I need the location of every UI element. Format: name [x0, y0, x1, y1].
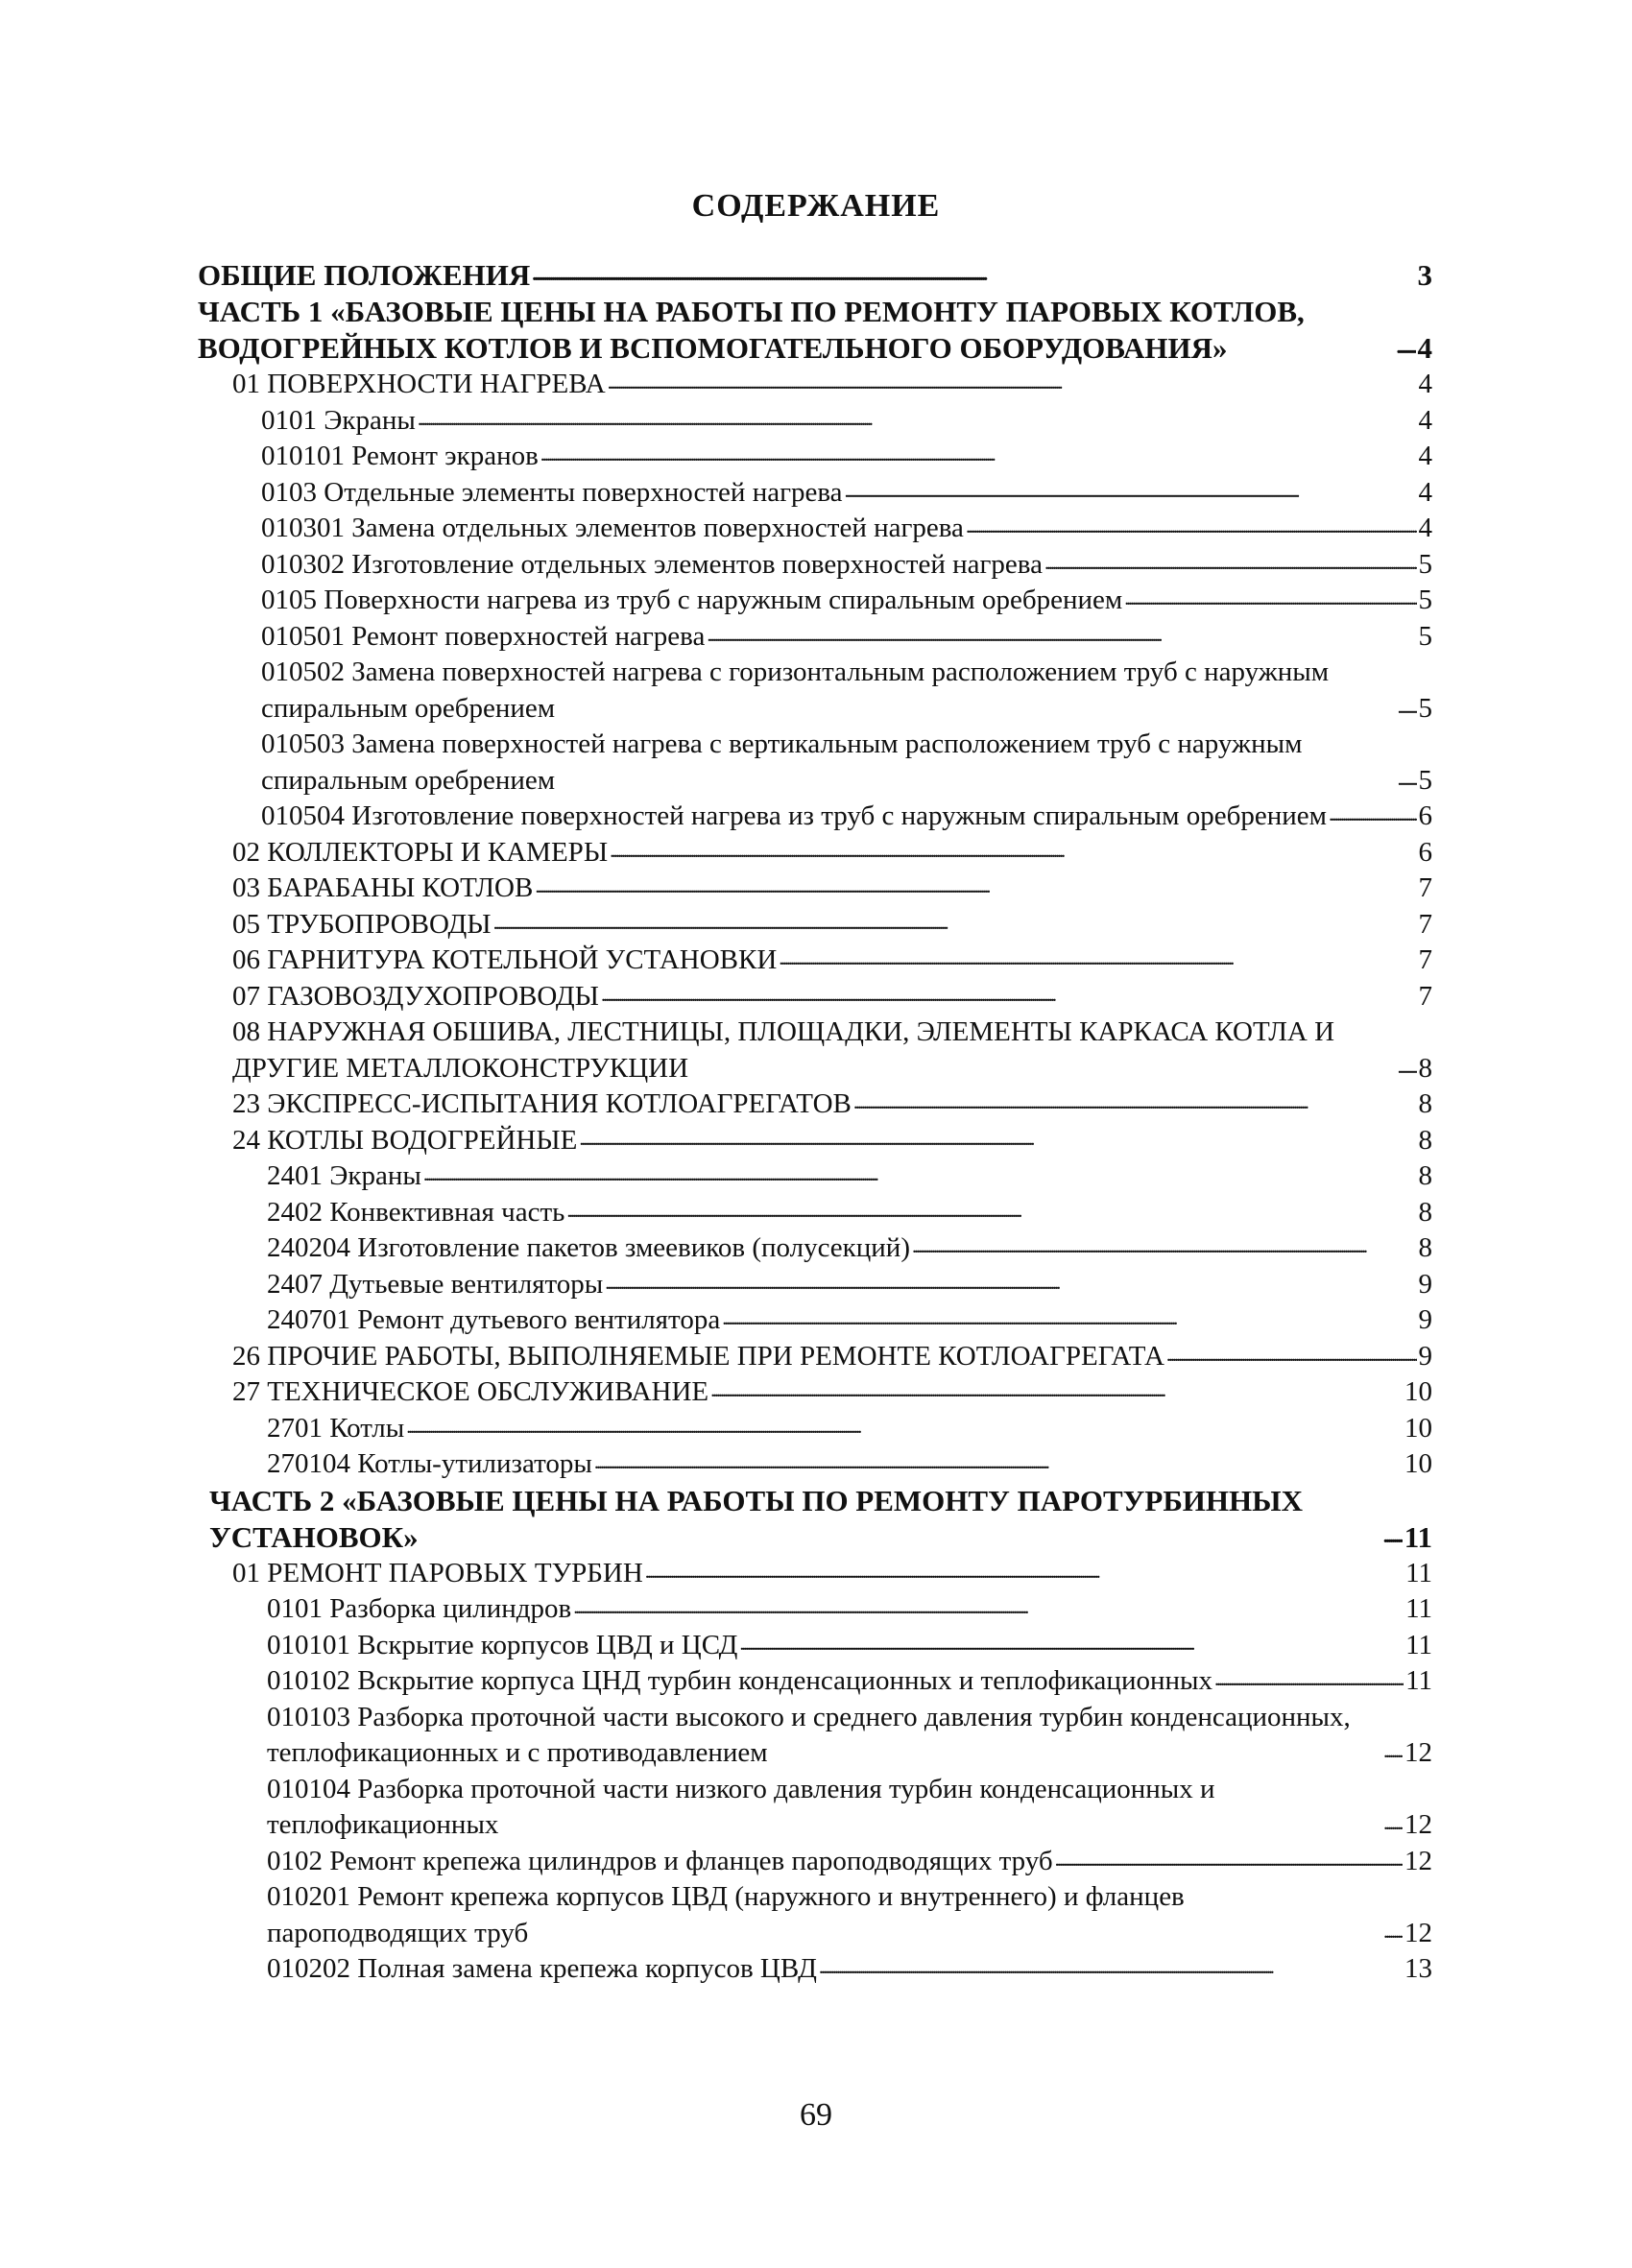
toc-entry[interactable]: [198, 871, 1432, 907]
toc-entry-page: 8: [1418, 1232, 1432, 1263]
toc-entry[interactable]: [198, 1483, 1432, 1556]
toc-entry[interactable]: [198, 257, 1432, 294]
toc-entry-title: 2701 Котлы: [267, 1412, 405, 1444]
toc-entry-title: 010503 Замена поверхностей нагрева с вертикальным расположением труб с наружным спиральным оребрением: [261, 728, 1303, 796]
toc-entry[interactable]: [198, 1302, 1432, 1339]
toc-entry-page: 4: [1417, 331, 1432, 365]
toc-entry-title: 010501 Ремонт поверхностей нагрева: [261, 620, 706, 652]
toc-entry-title: 270104 Котлы-утилизаторы: [267, 1448, 592, 1479]
dot-leader: [1124, 585, 1416, 614]
toc-entry-page: 6: [1418, 800, 1432, 831]
toc-entry-page: 4: [1418, 441, 1432, 471]
toc-entry[interactable]: [198, 475, 1432, 512]
toc-entry-title: 02 КОЛЛЕКТОРЫ И КАМЕРЫ: [232, 836, 609, 868]
toc-entry-title: 010202 Полная замена крепежа корпусов ЦВД: [267, 1953, 817, 1984]
toc-entry-title: 0105 Поверхности нагрева из труб с наружным спиральным оребрением: [261, 585, 1123, 615]
toc-entry[interactable]: [198, 943, 1432, 979]
dot-leader: [722, 1305, 1416, 1334]
toc-entry-page: 11: [1405, 1629, 1432, 1660]
table-of-contents: [198, 257, 1432, 1988]
dot-leader: [423, 1161, 1417, 1190]
dot-leader: [645, 1558, 1404, 1587]
toc-entry-title: 23 ЭКСПРЕСС-ИСПЫТАНИЯ КОТЛОАГРЕГАТОВ: [232, 1088, 852, 1119]
dot-leader: [579, 1125, 1416, 1154]
toc-entry-page: 11: [1404, 1519, 1432, 1554]
dot-leader: [1055, 1846, 1403, 1874]
toc-entry-title: 010201 Ремонт крепежа корпусов ЦВД (наружного и внутреннего) и фланцев пароподводящих труб: [267, 1881, 1185, 1948]
dot-leader: [1383, 1810, 1403, 1839]
toc-entry[interactable]: [198, 439, 1432, 475]
dot-leader: [535, 873, 1416, 902]
toc-entry-page: 8: [1418, 1160, 1432, 1191]
toc-entry[interactable]: [198, 367, 1432, 403]
toc-entry-page: 8: [1418, 1124, 1432, 1156]
toc-entry-page: 8: [1418, 1088, 1432, 1119]
toc-entry-page: 10: [1404, 1412, 1432, 1444]
dot-leader: [819, 1954, 1403, 1983]
toc-entry-title: 05 ТРУБОПРОВОДЫ: [232, 908, 492, 940]
toc-entry-page: 5: [1418, 585, 1432, 615]
dot-leader: [1214, 1666, 1404, 1695]
toc-entry[interactable]: [198, 1339, 1432, 1375]
toc-entry-title: 010101 Вскрытие корпусов ЦВД и ЦСД: [267, 1629, 738, 1660]
toc-entry-page: 7: [1418, 908, 1432, 940]
toc-entry-page: 5: [1418, 764, 1432, 796]
dot-leader: [1044, 549, 1417, 578]
toc-entry-title: 2407 Дутьевые вентиляторы: [267, 1268, 604, 1300]
dot-leader: [966, 513, 1417, 542]
toc-entry-title: 0102 Ремонт крепежа цилиндров и фланцев пароподводящих труб: [267, 1845, 1053, 1876]
toc-entry-page: 4: [1418, 404, 1432, 436]
toc-entry[interactable]: [198, 583, 1432, 619]
dot-leader: [418, 405, 1417, 434]
toc-entry-title: ЧАСТЬ 2 «БАЗОВЫЕ ЦЕНЫ НА РАБОТЫ ПО РЕМОНТУ ПАРОТУРБИННЫХ УСТАНОВОК»: [209, 1483, 1303, 1554]
page-title: СОДЕРЖАНИЕ: [691, 188, 941, 224]
dot-leader: [912, 1233, 1417, 1262]
toc-entry-title: 010301 Замена отдельных элементов поверхностей нагрева: [261, 513, 964, 543]
toc-entry-page: 13: [1404, 1953, 1432, 1984]
toc-entry-title: 010104 Разборка проточной части низкого давления турбин конденсационных и теплофикационных: [267, 1773, 1215, 1840]
dot-leader: [601, 981, 1417, 1010]
toc-entry-page: 3: [1417, 258, 1432, 292]
toc-entry-title: 24 КОТЛЫ ВОДОГРЕЙНЫЕ: [232, 1124, 578, 1156]
toc-entry-page: 5: [1418, 692, 1432, 724]
page-number: 69: [800, 2097, 832, 2133]
toc-entry-title: 2402 Конвективная часть: [267, 1196, 565, 1228]
toc-entry[interactable]: [198, 619, 1432, 656]
toc-entry-title: 0101 Экраны: [261, 404, 416, 436]
toc-entry-title: 010102 Вскрытие корпуса ЦНД турбин конденсационных и теплофикационных: [267, 1665, 1212, 1696]
dot-leader: [1166, 1341, 1417, 1370]
dot-leader: [845, 477, 1417, 506]
toc-entry-page: 8: [1418, 1052, 1432, 1084]
toc-entry[interactable]: [198, 1951, 1432, 1988]
toc-entry-title: 08 НАРУЖНАЯ ОБШИВА, ЛЕСТНИЦЫ, ПЛОЩАДКИ, ЭЛЕМЕНТЫ КАРКАСА КОТЛА И ДРУГИЕ МЕТАЛЛОКОНСТРУКЦИИ: [232, 1016, 1335, 1084]
toc-entry-page: 12: [1404, 1809, 1432, 1840]
toc-entry[interactable]: [198, 835, 1432, 871]
toc-entry-title: ЧАСТЬ 1 «БАЗОВЫЕ ЦЕНЫ НА РАБОТЫ ПО РЕМОНТУ ПАРОВЫХ КОТЛОВ, ВОДОГРЕЙНЫХ КОТЛОВ И ВСПОМОГАТЕЛЬНОГО ОБОРУДОВАНИЯ»: [198, 295, 1305, 365]
toc-entry[interactable]: [198, 1374, 1432, 1411]
dot-leader: [1329, 801, 1417, 830]
dot-leader: [1398, 693, 1417, 722]
toc-entry[interactable]: [198, 799, 1432, 835]
toc-entry[interactable]: [198, 1844, 1432, 1880]
toc-entry-title: 010502 Замена поверхностей нагрева с горизонтальным расположением труб с наружным спиральным оребрением: [261, 657, 1330, 724]
dot-leader: [853, 1089, 1417, 1118]
toc-entry-page: 11: [1405, 1665, 1432, 1696]
toc-entry[interactable]: [198, 1086, 1432, 1123]
toc-entry-page: 6: [1418, 836, 1432, 868]
toc-entry-page: 12: [1404, 1737, 1432, 1768]
toc-entry[interactable]: [198, 1446, 1432, 1483]
toc-entry-page: 12: [1404, 1845, 1432, 1876]
dot-leader: [566, 1197, 1416, 1226]
toc-entry[interactable]: [198, 979, 1432, 1015]
toc-entry-title: 27 ТЕХНИЧЕСКОЕ ОБСЛУЖИВАНИЕ: [232, 1376, 709, 1407]
toc-entry[interactable]: [198, 1772, 1432, 1844]
toc-entry[interactable]: [198, 1267, 1432, 1303]
toc-entry-page: 8: [1418, 1196, 1432, 1228]
dot-leader: [707, 621, 1416, 650]
dot-leader: [1383, 1738, 1403, 1767]
toc-entry-page: 7: [1418, 980, 1432, 1012]
toc-entry-page: 7: [1418, 944, 1432, 975]
toc-entry-title: 010101 Ремонт экранов: [261, 441, 539, 471]
toc-entry-page: 11: [1405, 1593, 1432, 1624]
toc-entry-title: 26 ПРОЧИЕ РАБОТЫ, ВЫПОЛНЯЕМЫЕ ПРИ РЕМОНТЕ КОТЛОАГРЕГАТА: [232, 1340, 1164, 1372]
dot-leader: [594, 1449, 1403, 1478]
toc-entry-title: 06 ГАРНИТУРА КОТЕЛЬНОЙ УСТАНОВКИ: [232, 944, 778, 975]
toc-entry[interactable]: [198, 1015, 1432, 1086]
dot-leader: [608, 370, 1417, 398]
dot-leader: [540, 442, 1417, 470]
dot-leader: [1398, 1053, 1417, 1082]
toc-entry[interactable]: [198, 655, 1432, 727]
dot-leader: [1398, 765, 1417, 794]
toc-entry[interactable]: [198, 1879, 1432, 1951]
toc-entry-page: 4: [1418, 369, 1432, 399]
toc-entry[interactable]: [198, 1556, 1432, 1592]
toc-entry-title: 01 ПОВЕРХНОСТИ НАГРЕВА: [232, 369, 606, 399]
dot-leader: [739, 1630, 1404, 1659]
toc-entry-title: 03 БАРАБАНЫ КОТЛОВ: [232, 872, 534, 903]
dot-leader: [1383, 1918, 1403, 1946]
toc-entry-page: 5: [1418, 548, 1432, 580]
toc-entry-title: 0101 Разборка цилиндров: [267, 1593, 572, 1624]
toc-entry-title: ОБЩИЕ ПОЛОЖЕНИЯ: [198, 258, 531, 292]
toc-entry-page: 7: [1418, 872, 1432, 903]
dot-leader: [573, 1594, 1404, 1623]
dot-leader: [605, 1269, 1416, 1298]
dot-leader: [610, 837, 1416, 866]
toc-entry[interactable]: [198, 1663, 1432, 1700]
dot-leader: [779, 945, 1416, 974]
toc-entry-page: 9: [1418, 1304, 1432, 1335]
toc-entry-page: 5: [1418, 620, 1432, 652]
toc-entry[interactable]: [198, 1123, 1432, 1159]
toc-entry[interactable]: [198, 1411, 1432, 1447]
dot-leader: [532, 260, 1415, 289]
dot-leader: [493, 909, 1417, 938]
dot-leader: [406, 1413, 1403, 1442]
toc-entry[interactable]: [198, 511, 1432, 547]
toc-entry-title: 240204 Изготовление пакетов змеевиков (полусекций): [267, 1232, 910, 1263]
toc-entry[interactable]: [198, 907, 1432, 943]
toc-entry-page: 10: [1404, 1376, 1432, 1407]
toc-entry-title: 010302 Изготовление отдельных элементов поверхностей нагрева: [261, 548, 1043, 580]
toc-entry-page: 9: [1418, 1340, 1432, 1372]
toc-entry-page: 11: [1405, 1557, 1432, 1588]
toc-entry[interactable]: [198, 1591, 1432, 1628]
toc-entry-title: 010103 Разборка проточной части высокого и среднего давления турбин конденсационных, теплофикационных и с противодавлением: [267, 1701, 1351, 1768]
toc-entry-page: 10: [1404, 1448, 1432, 1479]
toc-entry-page: 9: [1418, 1268, 1432, 1300]
toc-entry-page: 4: [1418, 476, 1432, 508]
toc-entry-page: 12: [1404, 1917, 1432, 1948]
toc-entry[interactable]: [198, 1628, 1432, 1664]
toc-entry[interactable]: [198, 1230, 1432, 1267]
toc-entry[interactable]: [198, 403, 1432, 440]
toc-entry-title: 0103 Отдельные элементы поверхностей нагрева: [261, 476, 843, 508]
dot-leader: [1397, 333, 1416, 362]
toc-entry[interactable]: [198, 1158, 1432, 1195]
toc-entry[interactable]: [198, 294, 1432, 367]
toc-entry[interactable]: [198, 1195, 1432, 1231]
toc-entry-title: 01 РЕМОНТ ПАРОВЫХ ТУРБИН: [232, 1557, 643, 1588]
dot-leader: [1383, 1522, 1403, 1551]
toc-entry-title: 010504 Изготовление поверхностей нагрева из труб с наружным спиральным оребрением: [261, 800, 1327, 831]
dot-leader: [710, 1377, 1403, 1406]
toc-entry-title: 2401 Экраны: [267, 1160, 421, 1191]
toc-entry-title: 240701 Ремонт дутьевого вентилятора: [267, 1304, 721, 1335]
toc-entry-title: 07 ГАЗОВОЗДУХОПРОВОДЫ: [232, 980, 599, 1012]
toc-entry-page: 4: [1418, 513, 1432, 543]
toc-entry[interactable]: [198, 1700, 1432, 1772]
toc-entry[interactable]: [198, 727, 1432, 799]
toc-entry[interactable]: [198, 547, 1432, 584]
